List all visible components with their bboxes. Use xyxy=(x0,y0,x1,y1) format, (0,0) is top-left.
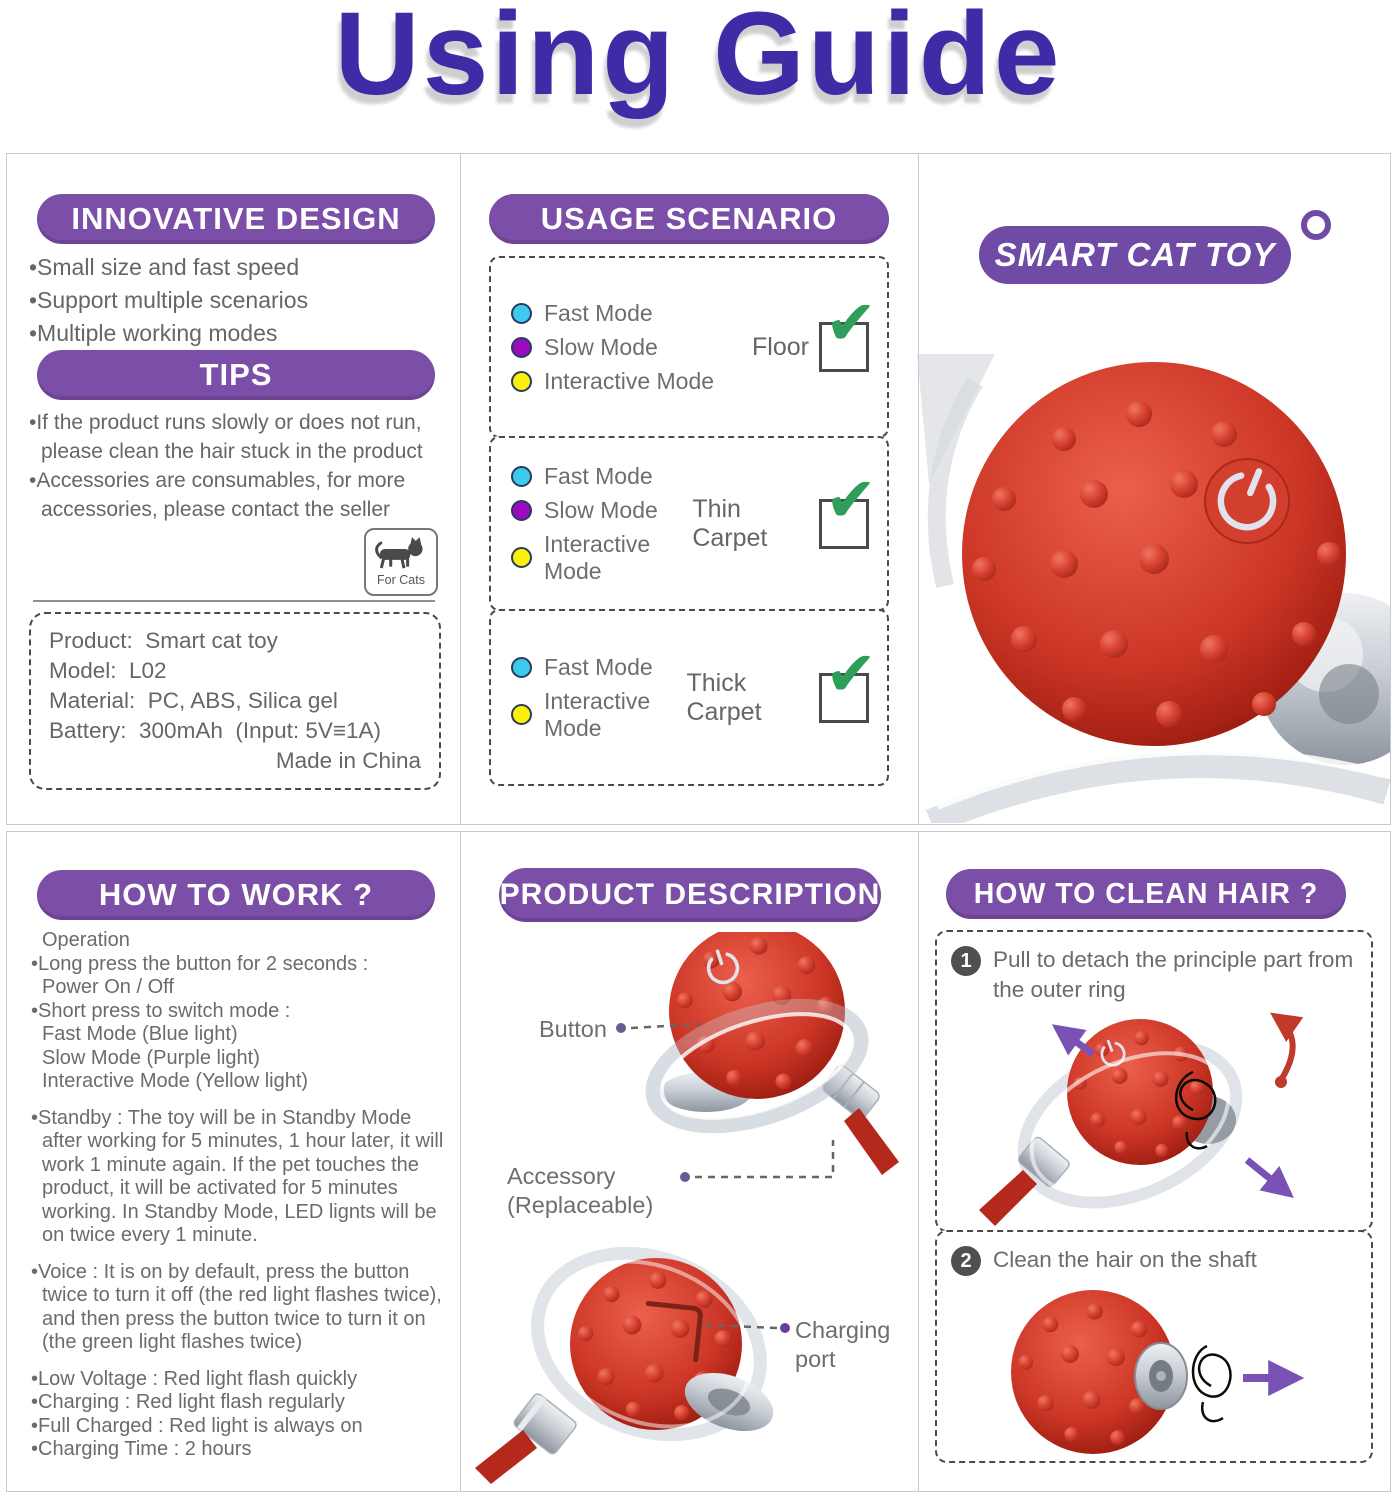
interactive-mode-dot-icon xyxy=(511,704,532,725)
spec-product: Product: Smart cat toy xyxy=(49,628,278,653)
for-cats-label: For Cats xyxy=(377,573,425,587)
slow-mode-dot-icon xyxy=(511,500,532,521)
how-to-clean-banner: HOW TO CLEAN HAIR ? xyxy=(946,869,1346,919)
spec-material: Material: PC, ABS, Silica gel xyxy=(49,688,338,713)
mode-list xyxy=(511,654,687,742)
mode-label: Fast Mode xyxy=(544,299,653,326)
spec-origin: Made in China xyxy=(275,748,421,773)
panel-product-description xyxy=(460,832,919,1491)
smart-cat-toy-banner: SMART CAT TOY xyxy=(979,226,1291,284)
bullet-item: •Support multiple scenarios xyxy=(29,287,309,313)
mode-item xyxy=(511,463,692,490)
interactive-mode-dot-icon xyxy=(511,371,532,392)
mode-list xyxy=(511,300,714,395)
mode-label: Interactive Mode xyxy=(544,687,651,741)
mode-item xyxy=(511,531,692,585)
slow-mode-dot-icon xyxy=(511,337,532,358)
checkbox xyxy=(819,289,877,372)
panel-usage-scenario xyxy=(460,154,919,824)
check-icon: ✔ xyxy=(825,639,877,709)
how-to-work-text xyxy=(31,929,445,1462)
surface-label: Thick Carpet xyxy=(686,668,762,726)
text-line: •Charging Time : 2 hours xyxy=(31,1438,252,1460)
panel-how-to-work xyxy=(7,832,460,1491)
text-line: •Charging : Red light flash regularly xyxy=(31,1391,345,1413)
spec-box xyxy=(29,612,441,790)
step-1-illustration xyxy=(965,1002,1345,1228)
panel-how-to-clean xyxy=(917,832,1390,1491)
mode-label: Fast Mode xyxy=(544,653,653,680)
step-2-badge: 2 xyxy=(951,1246,981,1276)
text-line: •Long press the button for 2 seconds : xyxy=(31,952,369,975)
surface-label: Floor xyxy=(752,332,809,361)
mode-item xyxy=(511,654,687,681)
panel-innovative-design xyxy=(7,154,460,824)
cat-icon xyxy=(374,537,428,571)
for-cats-badge xyxy=(364,528,438,596)
text-line: Slow Mode (Purple light) xyxy=(42,1046,260,1069)
spec-battery: Battery: 300mAh (Input: 5V≡1A) xyxy=(49,718,382,743)
fast-mode-dot-icon xyxy=(511,303,532,324)
step-1-badge: 1 xyxy=(951,946,981,976)
text-line: Interactive Mode (Yellow light) xyxy=(42,1070,309,1092)
mode-label: Slow Mode xyxy=(544,496,658,523)
how-to-work-banner: HOW TO WORK ? xyxy=(37,870,435,920)
text-line: •Low Voltage : Red light flash quickly xyxy=(31,1367,358,1390)
accessory-callout xyxy=(507,1162,653,1220)
clean-step-1-box xyxy=(935,930,1373,1232)
text-line: •Full Charged : Red light is always on xyxy=(31,1414,363,1437)
standby-paragraph: •Standby : The toy will be in Standby Mode after working for 5 minutes, 1 hour later, it will work 1 minute again. If the pet touches the product, it will be activated for 5 minutes working. In Standby Mode, LED lignts will be on twice every 1 minute. xyxy=(31,1106,444,1246)
usage-box-thick-carpet xyxy=(489,609,889,786)
mode-item xyxy=(511,688,687,742)
mode-label: Slow Mode xyxy=(544,333,658,360)
fast-mode-dot-icon xyxy=(511,466,532,487)
mode-item xyxy=(511,334,714,361)
text-line: Fast Mode (Blue light) xyxy=(42,1023,238,1045)
top-row xyxy=(6,153,1391,825)
mode-list xyxy=(511,463,692,585)
panel-smart-cat-toy xyxy=(917,154,1390,824)
innovative-design-bullets xyxy=(29,251,449,350)
step-2-text: Clean the hair on the shaft xyxy=(993,1247,1257,1272)
usage-scenario-banner: USAGE SCENARIO xyxy=(489,194,889,244)
tips-banner: TIPS xyxy=(37,350,435,400)
fast-mode-dot-icon xyxy=(511,657,532,678)
checkbox xyxy=(819,639,877,723)
innovative-design-banner: INNOVATIVE DESIGN xyxy=(37,194,435,244)
check-icon: ✔ xyxy=(825,289,877,358)
mode-item xyxy=(511,300,714,327)
tips-bullets xyxy=(29,408,447,524)
mode-item xyxy=(511,497,692,524)
bottom-row xyxy=(6,831,1391,1492)
mode-item xyxy=(511,368,714,395)
text-line: Power On / Off xyxy=(42,976,174,998)
bullet-item: •Multiple working modes xyxy=(29,320,278,346)
surface-label: Thin Carpet xyxy=(692,494,768,552)
smart-cat-toy-photo xyxy=(917,354,1390,823)
usage-box-thin-carpet xyxy=(489,436,889,611)
charging-port-callout: Charging port xyxy=(795,1317,891,1372)
bullet-item: •If the product runs slowly or does not run, please clean the hair stuck in the product xyxy=(29,411,423,463)
step-2-illustration xyxy=(985,1280,1325,1460)
product-description-banner: PRODUCT DESCRIPTION xyxy=(499,868,881,922)
clean-step-2-box xyxy=(935,1230,1373,1463)
button-callout: Button xyxy=(539,1016,607,1042)
status-lines xyxy=(31,1368,445,1462)
text-line: •Short press to switch mode : xyxy=(31,999,291,1022)
spec-model: Model: L02 xyxy=(49,658,167,683)
step-1-text: Pull to detach the principle part from the outer ring xyxy=(993,947,1354,1002)
divider xyxy=(33,600,435,602)
text-line: Operation xyxy=(42,929,130,951)
accessory-label: Accessory xyxy=(507,1163,616,1189)
mode-label: Interactive Mode xyxy=(544,530,651,584)
bullet-item: •Small size and fast speed xyxy=(29,254,300,280)
interactive-mode-dot-icon xyxy=(511,547,532,568)
checkbox xyxy=(819,465,877,549)
voice-paragraph: •Voice : It is on by default, press the button twice to turn it off (the red light flashes twice), and then press the button twice to turn it on (the green light flashes twice) xyxy=(31,1260,442,1353)
bullet-item: •Accessories are consumables, for more accessories, please contact the seller xyxy=(29,469,406,521)
ring-ornament-icon xyxy=(1301,210,1331,240)
accessory-sub-label: (Replaceable) xyxy=(507,1192,654,1218)
check-icon: ✔ xyxy=(825,465,877,535)
usage-box-floor xyxy=(489,256,889,438)
page-title: Using Guide xyxy=(334,0,1063,120)
mode-label: Fast Mode xyxy=(544,462,653,489)
mode-label: Interactive Mode xyxy=(544,367,715,394)
